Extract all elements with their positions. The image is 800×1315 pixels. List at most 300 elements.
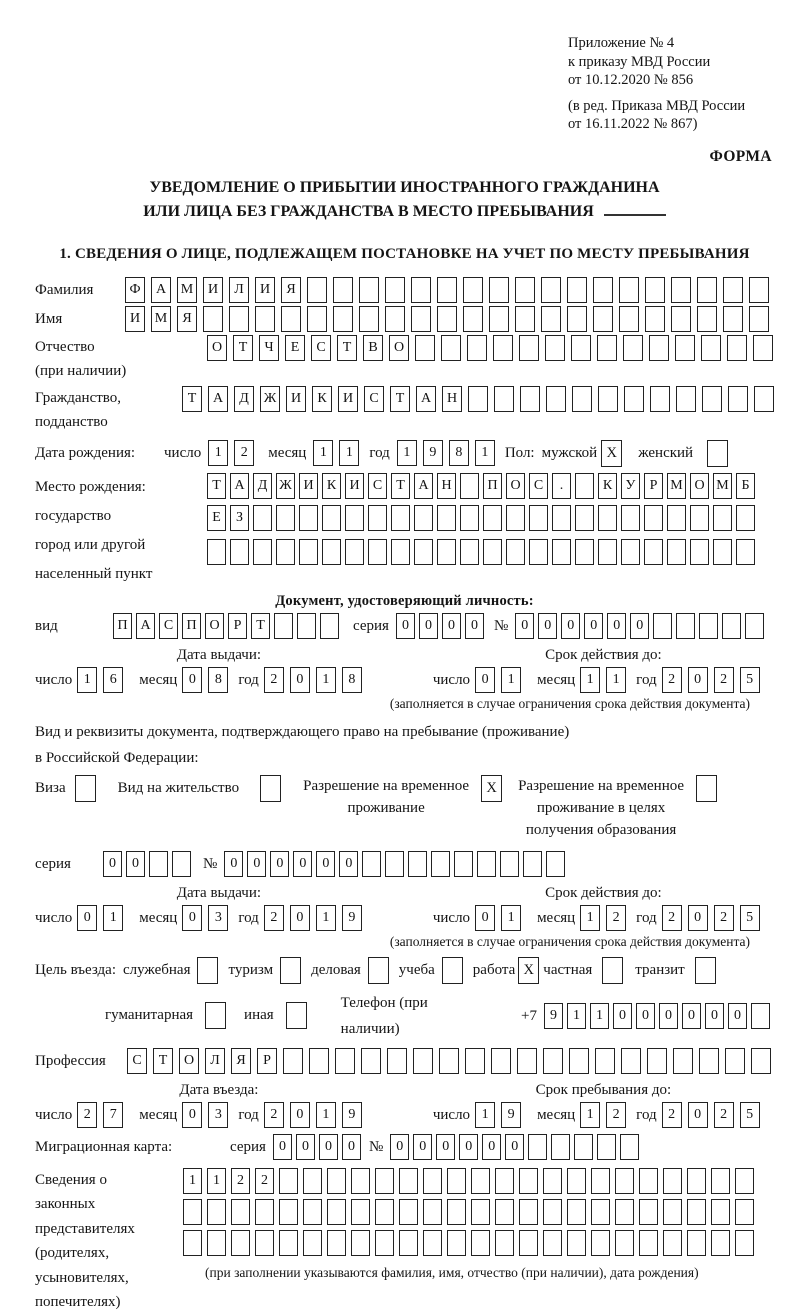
study-checkbox[interactable] [442, 957, 463, 984]
char-cell[interactable] [517, 1048, 537, 1074]
char-cell[interactable] [493, 335, 513, 361]
char-cell[interactable] [663, 1230, 682, 1256]
char-cell[interactable] [399, 1199, 418, 1225]
char-cell[interactable] [463, 306, 483, 332]
char-cell[interactable]: И [203, 277, 223, 303]
transit-checkbox[interactable] [695, 957, 716, 984]
char-cell[interactable] [437, 306, 457, 332]
char-cell[interactable] [391, 505, 410, 531]
char-cell[interactable] [639, 1168, 658, 1194]
char-cell[interactable] [460, 505, 479, 531]
char-cell[interactable] [468, 386, 488, 412]
char-cell[interactable] [529, 539, 548, 565]
char-cell[interactable] [361, 1048, 381, 1074]
char-cell[interactable] [303, 1199, 322, 1225]
male-checkbox[interactable]: X [601, 440, 622, 467]
char-cell[interactable]: 0 [182, 1102, 202, 1128]
char-cell[interactable]: 9 [342, 905, 362, 931]
char-cell[interactable] [615, 1199, 634, 1225]
char-cell[interactable] [183, 1230, 202, 1256]
char-cell[interactable] [375, 1199, 394, 1225]
char-cell[interactable]: 1 [208, 440, 228, 466]
char-cell[interactable] [671, 277, 691, 303]
char-cell[interactable] [515, 306, 535, 332]
char-cell[interactable]: 0 [396, 613, 415, 639]
char-cell[interactable]: 1 [475, 1102, 495, 1128]
char-cell[interactable]: О [205, 613, 224, 639]
char-cell[interactable] [437, 539, 456, 565]
char-cell[interactable]: 1 [590, 1003, 609, 1029]
char-cell[interactable] [699, 613, 718, 639]
char-cell[interactable] [279, 1168, 298, 1194]
char-cell[interactable] [725, 1048, 745, 1074]
char-cell[interactable] [423, 1168, 442, 1194]
char-cell[interactable] [413, 1048, 433, 1074]
char-cell[interactable]: Т [207, 473, 226, 499]
char-cell[interactable]: Л [205, 1048, 225, 1074]
char-cell[interactable] [597, 335, 617, 361]
char-cell[interactable] [523, 851, 542, 877]
char-cell[interactable] [571, 335, 591, 361]
char-cell[interactable] [753, 335, 773, 361]
char-cell[interactable] [322, 505, 341, 531]
char-cell[interactable]: 0 [293, 851, 312, 877]
char-cell[interactable] [546, 851, 565, 877]
business-checkbox[interactable] [368, 957, 389, 984]
char-cell[interactable] [460, 473, 479, 499]
char-cell[interactable]: Н [437, 473, 456, 499]
char-cell[interactable]: 0 [630, 613, 649, 639]
char-cell[interactable] [327, 1230, 346, 1256]
char-cell[interactable] [471, 1230, 490, 1256]
char-cell[interactable]: 8 [342, 667, 362, 693]
char-cell[interactable] [595, 1048, 615, 1074]
char-cell[interactable] [597, 1134, 616, 1160]
char-cell[interactable]: 0 [296, 1134, 315, 1160]
char-cell[interactable] [231, 1230, 250, 1256]
char-cell[interactable] [663, 1199, 682, 1225]
char-cell[interactable]: С [364, 386, 384, 412]
char-cell[interactable] [385, 277, 405, 303]
char-cell[interactable]: А [151, 277, 171, 303]
char-cell[interactable] [598, 539, 617, 565]
char-cell[interactable] [276, 539, 295, 565]
char-cell[interactable]: Р [644, 473, 663, 499]
char-cell[interactable] [255, 1230, 274, 1256]
char-cell[interactable] [495, 1199, 514, 1225]
char-cell[interactable] [345, 539, 364, 565]
char-cell[interactable] [506, 539, 525, 565]
char-cell[interactable]: Д [253, 473, 272, 499]
char-cell[interactable]: 0 [339, 851, 358, 877]
char-cell[interactable] [687, 1199, 706, 1225]
char-cell[interactable] [327, 1168, 346, 1194]
char-cell[interactable]: 0 [561, 613, 580, 639]
char-cell[interactable] [414, 505, 433, 531]
char-cell[interactable]: 0 [465, 613, 484, 639]
char-cell[interactable] [598, 386, 618, 412]
char-cell[interactable] [414, 539, 433, 565]
char-cell[interactable] [375, 1168, 394, 1194]
char-cell[interactable] [567, 306, 587, 332]
char-cell[interactable]: 0 [290, 905, 310, 931]
char-cell[interactable] [653, 613, 672, 639]
char-cell[interactable] [722, 613, 741, 639]
char-cell[interactable] [495, 1168, 514, 1194]
char-cell[interactable] [279, 1230, 298, 1256]
char-cell[interactable] [676, 386, 696, 412]
temp-residence-checkbox[interactable]: X [481, 775, 502, 802]
char-cell[interactable]: 0 [482, 1134, 501, 1160]
char-cell[interactable]: 6 [103, 667, 123, 693]
char-cell[interactable]: 5 [740, 905, 760, 931]
char-cell[interactable]: 0 [515, 613, 534, 639]
char-cell[interactable] [489, 277, 509, 303]
char-cell[interactable] [491, 1048, 511, 1074]
char-cell[interactable] [639, 1199, 658, 1225]
char-cell[interactable] [546, 386, 566, 412]
humanitarian-checkbox[interactable] [205, 1002, 226, 1029]
char-cell[interactable]: 1 [316, 905, 336, 931]
char-cell[interactable] [754, 386, 774, 412]
char-cell[interactable] [567, 277, 587, 303]
char-cell[interactable]: . [552, 473, 571, 499]
char-cell[interactable]: 1 [316, 667, 336, 693]
char-cell[interactable]: 0 [247, 851, 266, 877]
char-cell[interactable] [736, 539, 755, 565]
char-cell[interactable]: П [113, 613, 132, 639]
work-checkbox[interactable]: X [518, 957, 539, 984]
char-cell[interactable] [297, 613, 316, 639]
char-cell[interactable] [203, 306, 223, 332]
char-cell[interactable] [551, 1134, 570, 1160]
char-cell[interactable] [519, 335, 539, 361]
char-cell[interactable]: 9 [342, 1102, 362, 1128]
char-cell[interactable]: С [529, 473, 548, 499]
char-cell[interactable]: З [230, 505, 249, 531]
char-cell[interactable] [615, 1168, 634, 1194]
char-cell[interactable] [723, 306, 743, 332]
char-cell[interactable] [299, 539, 318, 565]
char-cell[interactable]: 0 [342, 1134, 361, 1160]
char-cell[interactable] [351, 1199, 370, 1225]
char-cell[interactable] [368, 539, 387, 565]
char-cell[interactable] [345, 505, 364, 531]
char-cell[interactable] [645, 277, 665, 303]
char-cell[interactable] [644, 505, 663, 531]
char-cell[interactable] [283, 1048, 303, 1074]
char-cell[interactable] [543, 1199, 562, 1225]
char-cell[interactable] [528, 1134, 547, 1160]
tourism-checkbox[interactable] [280, 957, 301, 984]
char-cell[interactable]: 1 [501, 905, 521, 931]
char-cell[interactable]: 0 [688, 1102, 708, 1128]
char-cell[interactable]: 2 [714, 905, 734, 931]
char-cell[interactable]: Д [234, 386, 254, 412]
char-cell[interactable] [697, 306, 717, 332]
char-cell[interactable] [593, 277, 613, 303]
char-cell[interactable]: 0 [103, 851, 122, 877]
char-cell[interactable]: 8 [208, 667, 228, 693]
char-cell[interactable]: 9 [423, 440, 443, 466]
char-cell[interactable]: 0 [688, 667, 708, 693]
char-cell[interactable]: 0 [77, 905, 97, 931]
char-cell[interactable] [231, 1199, 250, 1225]
char-cell[interactable] [567, 1199, 586, 1225]
char-cell[interactable]: Р [257, 1048, 277, 1074]
char-cell[interactable]: М [667, 473, 686, 499]
char-cell[interactable] [621, 505, 640, 531]
char-cell[interactable] [690, 539, 709, 565]
char-cell[interactable] [667, 539, 686, 565]
char-cell[interactable]: 1 [183, 1168, 202, 1194]
char-cell[interactable] [543, 1168, 562, 1194]
char-cell[interactable] [494, 386, 514, 412]
char-cell[interactable]: А [230, 473, 249, 499]
char-cell[interactable]: В [363, 335, 383, 361]
char-cell[interactable] [567, 1168, 586, 1194]
char-cell[interactable]: П [182, 613, 201, 639]
char-cell[interactable]: 2 [714, 1102, 734, 1128]
char-cell[interactable] [477, 851, 496, 877]
char-cell[interactable]: Т [153, 1048, 173, 1074]
char-cell[interactable] [545, 335, 565, 361]
char-cell[interactable]: 2 [264, 905, 284, 931]
char-cell[interactable] [230, 539, 249, 565]
char-cell[interactable]: 1 [313, 440, 333, 466]
char-cell[interactable] [598, 505, 617, 531]
char-cell[interactable] [736, 505, 755, 531]
visa-checkbox[interactable] [75, 775, 96, 802]
char-cell[interactable] [279, 1199, 298, 1225]
char-cell[interactable] [385, 851, 404, 877]
char-cell[interactable]: Т [337, 335, 357, 361]
char-cell[interactable] [320, 613, 339, 639]
char-cell[interactable] [711, 1168, 730, 1194]
char-cell[interactable]: П [483, 473, 502, 499]
char-cell[interactable] [676, 613, 695, 639]
char-cell[interactable] [699, 1048, 719, 1074]
char-cell[interactable] [303, 1230, 322, 1256]
char-cell[interactable]: 3 [208, 905, 228, 931]
char-cell[interactable] [552, 505, 571, 531]
char-cell[interactable]: 2 [662, 905, 682, 931]
char-cell[interactable] [713, 539, 732, 565]
char-cell[interactable] [385, 306, 405, 332]
char-cell[interactable] [569, 1048, 589, 1074]
char-cell[interactable]: 0 [475, 667, 495, 693]
char-cell[interactable] [447, 1168, 466, 1194]
other-checkbox[interactable] [286, 1002, 307, 1029]
char-cell[interactable] [437, 277, 457, 303]
char-cell[interactable] [303, 1168, 322, 1194]
char-cell[interactable] [667, 505, 686, 531]
char-cell[interactable]: А [136, 613, 155, 639]
char-cell[interactable] [447, 1230, 466, 1256]
char-cell[interactable]: 1 [397, 440, 417, 466]
char-cell[interactable]: 9 [544, 1003, 563, 1029]
char-cell[interactable]: 0 [688, 905, 708, 931]
char-cell[interactable] [399, 1230, 418, 1256]
char-cell[interactable]: Ж [276, 473, 295, 499]
char-cell[interactable] [149, 851, 168, 877]
char-cell[interactable] [624, 386, 644, 412]
char-cell[interactable]: Р [228, 613, 247, 639]
char-cell[interactable] [387, 1048, 407, 1074]
char-cell[interactable] [415, 335, 435, 361]
char-cell[interactable] [431, 851, 450, 877]
char-cell[interactable]: 0 [505, 1134, 524, 1160]
char-cell[interactable] [274, 613, 293, 639]
char-cell[interactable] [439, 1048, 459, 1074]
char-cell[interactable]: 1 [580, 905, 600, 931]
char-cell[interactable] [207, 1230, 226, 1256]
char-cell[interactable] [359, 277, 379, 303]
char-cell[interactable] [649, 335, 669, 361]
char-cell[interactable] [687, 1230, 706, 1256]
char-cell[interactable] [333, 306, 353, 332]
char-cell[interactable]: Я [281, 277, 301, 303]
char-cell[interactable]: Т [233, 335, 253, 361]
char-cell[interactable]: 0 [390, 1134, 409, 1160]
char-cell[interactable]: 1 [475, 440, 495, 466]
char-cell[interactable] [483, 505, 502, 531]
char-cell[interactable] [541, 306, 561, 332]
char-cell[interactable]: У [621, 473, 640, 499]
char-cell[interactable] [749, 277, 769, 303]
char-cell[interactable]: 5 [740, 667, 760, 693]
char-cell[interactable] [253, 539, 272, 565]
char-cell[interactable] [619, 306, 639, 332]
char-cell[interactable] [281, 306, 301, 332]
char-cell[interactable]: 1 [501, 667, 521, 693]
char-cell[interactable]: 0 [475, 905, 495, 931]
char-cell[interactable] [441, 335, 461, 361]
char-cell[interactable] [572, 386, 592, 412]
char-cell[interactable]: 0 [419, 613, 438, 639]
char-cell[interactable]: 0 [538, 613, 557, 639]
char-cell[interactable]: 0 [182, 667, 202, 693]
char-cell[interactable]: 1 [339, 440, 359, 466]
char-cell[interactable] [500, 851, 519, 877]
char-cell[interactable] [309, 1048, 329, 1074]
char-cell[interactable] [495, 1230, 514, 1256]
char-cell[interactable]: 0 [413, 1134, 432, 1160]
char-cell[interactable]: 0 [584, 613, 603, 639]
char-cell[interactable]: 1 [580, 1102, 600, 1128]
char-cell[interactable] [335, 1048, 355, 1074]
char-cell[interactable]: О [389, 335, 409, 361]
char-cell[interactable] [307, 306, 327, 332]
char-cell[interactable]: А [414, 473, 433, 499]
char-cell[interactable] [751, 1003, 770, 1029]
char-cell[interactable] [255, 1199, 274, 1225]
char-cell[interactable] [515, 277, 535, 303]
char-cell[interactable]: 0 [182, 905, 202, 931]
char-cell[interactable] [591, 1199, 610, 1225]
char-cell[interactable]: 2 [662, 1102, 682, 1128]
char-cell[interactable]: Ч [259, 335, 279, 361]
char-cell[interactable] [673, 1048, 693, 1074]
char-cell[interactable] [399, 1168, 418, 1194]
char-cell[interactable] [471, 1168, 490, 1194]
char-cell[interactable]: 0 [319, 1134, 338, 1160]
char-cell[interactable] [368, 505, 387, 531]
char-cell[interactable] [735, 1168, 754, 1194]
char-cell[interactable] [735, 1230, 754, 1256]
char-cell[interactable]: Я [177, 306, 197, 332]
char-cell[interactable]: 1 [77, 667, 97, 693]
char-cell[interactable]: Ж [260, 386, 280, 412]
char-cell[interactable]: И [299, 473, 318, 499]
char-cell[interactable] [333, 277, 353, 303]
char-cell[interactable]: К [598, 473, 617, 499]
char-cell[interactable]: 0 [126, 851, 145, 877]
char-cell[interactable]: 1 [103, 905, 123, 931]
char-cell[interactable]: М [151, 306, 171, 332]
char-cell[interactable] [359, 306, 379, 332]
char-cell[interactable] [299, 505, 318, 531]
char-cell[interactable]: 2 [662, 667, 682, 693]
char-cell[interactable] [362, 851, 381, 877]
char-cell[interactable] [519, 1168, 538, 1194]
char-cell[interactable] [574, 1134, 593, 1160]
char-cell[interactable] [437, 505, 456, 531]
char-cell[interactable] [675, 335, 695, 361]
char-cell[interactable] [307, 277, 327, 303]
char-cell[interactable] [591, 1230, 610, 1256]
char-cell[interactable]: К [322, 473, 341, 499]
char-cell[interactable] [255, 306, 275, 332]
char-cell[interactable]: 1 [606, 667, 626, 693]
char-cell[interactable]: 0 [270, 851, 289, 877]
char-cell[interactable]: 9 [501, 1102, 521, 1128]
char-cell[interactable]: 0 [316, 851, 335, 877]
char-cell[interactable]: 8 [449, 440, 469, 466]
char-cell[interactable] [621, 539, 640, 565]
char-cell[interactable]: 2 [606, 905, 626, 931]
char-cell[interactable]: Б [736, 473, 755, 499]
char-cell[interactable]: И [286, 386, 306, 412]
char-cell[interactable] [229, 306, 249, 332]
char-cell[interactable] [650, 386, 670, 412]
char-cell[interactable] [506, 505, 525, 531]
char-cell[interactable]: 2 [255, 1168, 274, 1194]
char-cell[interactable]: 7 [103, 1102, 123, 1128]
char-cell[interactable]: И [255, 277, 275, 303]
temp-residence-education-checkbox[interactable] [696, 775, 717, 802]
char-cell[interactable]: 2 [714, 667, 734, 693]
char-cell[interactable] [529, 505, 548, 531]
char-cell[interactable] [483, 539, 502, 565]
char-cell[interactable] [375, 1230, 394, 1256]
residence-permit-checkbox[interactable] [260, 775, 281, 802]
char-cell[interactable]: 0 [290, 1102, 310, 1128]
char-cell[interactable]: 0 [607, 613, 626, 639]
char-cell[interactable] [728, 386, 748, 412]
char-cell[interactable]: 2 [231, 1168, 250, 1194]
char-cell[interactable]: 0 [436, 1134, 455, 1160]
char-cell[interactable] [575, 505, 594, 531]
char-cell[interactable] [411, 277, 431, 303]
char-cell[interactable]: 1 [316, 1102, 336, 1128]
char-cell[interactable] [423, 1199, 442, 1225]
char-cell[interactable]: И [345, 473, 364, 499]
char-cell[interactable]: 0 [613, 1003, 632, 1029]
char-cell[interactable] [711, 1230, 730, 1256]
char-cell[interactable]: 0 [273, 1134, 292, 1160]
char-cell[interactable] [647, 1048, 667, 1074]
